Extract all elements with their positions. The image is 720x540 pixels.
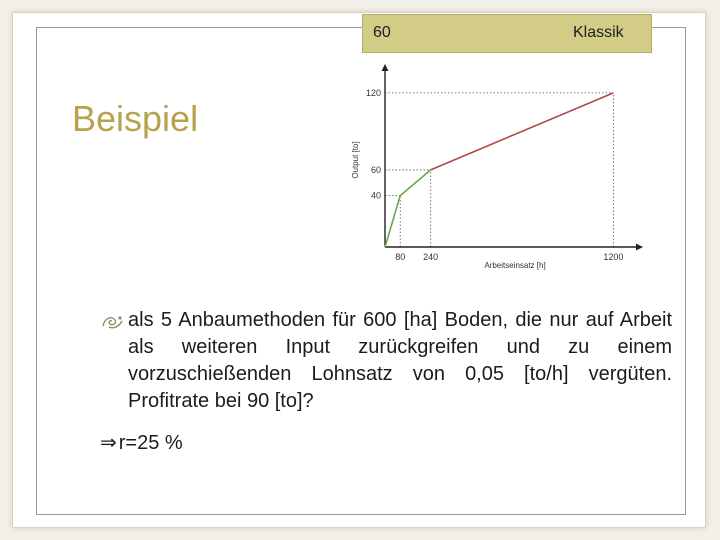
result-line xyxy=(100,430,183,455)
chart-series xyxy=(385,93,613,247)
page-number: 60 xyxy=(373,24,391,41)
y-tick-label: 120 xyxy=(365,87,381,98)
bullet-text: als 5 Anbaumethoden für 600 [ha] Boden, die nur auf Arbeit als weiteren Input zurückgreifen und zu einem vorzuschießenden Lohnsatz von 0,05 [to/h] vergüten. Profitrate bei 90 [to]? xyxy=(128,309,672,412)
chart-x-axis-label: Arbeitseinsatz [h] xyxy=(484,261,546,270)
slide-title: Beispiel xyxy=(72,98,199,139)
y-axis-arrow xyxy=(382,64,389,71)
chart-y-axis-label: Output [to] xyxy=(351,141,360,179)
x-tick-label: 1200 xyxy=(603,252,624,262)
x-tick-label: 80 xyxy=(395,252,406,262)
series-line-2 xyxy=(431,93,614,170)
implies-symbol: ⇒ xyxy=(100,430,117,454)
x-axis-arrow xyxy=(636,244,643,251)
chart-tick-labels xyxy=(366,88,623,262)
section-label: Klassik xyxy=(573,24,624,41)
y-tick-label: 40 xyxy=(370,190,381,201)
scroll-flourish-icon xyxy=(100,313,124,331)
series-line-1 xyxy=(385,170,431,247)
x-tick-label: 240 xyxy=(423,252,439,262)
chart-axes xyxy=(382,64,644,251)
chart-guide-lines xyxy=(385,93,613,247)
y-tick-label: 60 xyxy=(370,164,381,175)
result-text: r=25 % xyxy=(118,432,183,454)
chart-svg xyxy=(345,60,645,270)
chart xyxy=(345,60,645,270)
